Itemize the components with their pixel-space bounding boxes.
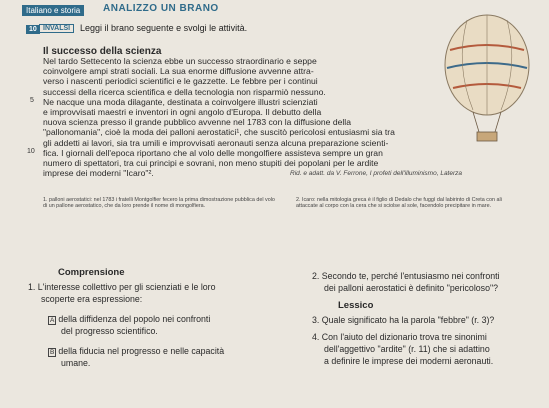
passage-line: Ne nacque una moda dilagante, destinata a coinvolgere illustri scienziati — [43, 96, 318, 107]
question-1 — [28, 281, 215, 305]
question-4 — [312, 331, 493, 367]
line-number-5: 5 — [30, 97, 34, 104]
question-1-option-b[interactable] — [48, 345, 224, 369]
invalsi-badge: INVALSI — [39, 24, 74, 33]
passage-line: coinvolgere ampi strati sociali. La sua enorme diffusione avvenne attra- — [43, 66, 314, 77]
question-3-line: 3. Quale significato ha la parola "febbre" (r. 3)? — [312, 315, 495, 325]
passage-source: Rid. e adatt. da V. Ferrone, I profeti dell'illuminismo, Laterza — [290, 170, 463, 177]
passage-line: Nel tardo Settecento la scienza ebbe un successo straordinario e seppe — [43, 56, 317, 66]
passage-line: nuova scienza presso il grande pubblico avvenne nel 1783 con la diffusione della — [43, 117, 351, 128]
question-2-line: dei palloni aerostatici è definito "pericoloso"? — [324, 283, 498, 293]
question-3 — [312, 314, 494, 326]
passage-text — [43, 56, 513, 178]
line-number-10: 10 — [27, 148, 35, 155]
option-b-text: della fiducia nel progresso e nelle capacità — [58, 346, 225, 356]
exercise-instruction: Leggi il brano seguente e svolgi le attività. — [80, 23, 248, 33]
question-1-option-a[interactable] — [48, 313, 210, 337]
question-4-line: dell'aggettivo "ardite" (r. 11) che si adattino — [324, 344, 490, 354]
option-b-box[interactable]: B — [50, 349, 55, 356]
question-1-line: 1. L'interesse collettivo per gli scienziati e le loro — [28, 282, 216, 292]
footnote-2: 2. Icaro: nella mitologia greca è il figlio di Dedalo che fuggì dal labirinto di Creta con ali attaccate al corpo con la cera che si sciolse al sole, facendolo precipitare in mare. — [296, 197, 502, 210]
question-1-line: scoperte era espressione: — [41, 294, 143, 304]
passage-line: "pallonomania", cioè la moda dei palloni aerostatici¹, che suscitò pericolosi entusiasmi sia tra — [43, 127, 395, 138]
exercise-number: 10 — [26, 25, 40, 34]
subject-tag: Italiano e storia — [22, 5, 84, 16]
question-2-line: 2. Secondo te, perché l'entusiasmo nei confronti — [312, 271, 500, 281]
section-title: ANALIZZO UN BRANO — [103, 3, 219, 14]
option-a-box[interactable]: A — [50, 317, 55, 324]
passage-line: fica. I giornali dell'epoca riportano che al volo delle mongolfiere assisteva sempre un gran — [43, 147, 383, 158]
question-2 — [312, 270, 500, 294]
question-4-line: a definire le imprese dei moderni aeronauti. — [324, 356, 494, 366]
question-4-line: 4. Con l'aiuto del dizionario trova tre sinonimi — [312, 332, 487, 342]
option-a-text: della diffidenza del popolo nei confronti — [58, 314, 211, 324]
comprehension-heading: Comprensione — [58, 267, 125, 278]
passage-line: verso i nascenti periodici scientifici e le gazzette. Le febbre per i continui — [43, 76, 318, 87]
passage-line: gli addetti ai lavori, sia tra umili e improvvisati aeronauti senza alcuna preparazione scienti- — [43, 137, 389, 148]
passage-title: Il successo della scienza — [43, 46, 162, 57]
passage-line: imprese dei moderni "Icaro"². — [43, 168, 154, 179]
passage-line: successi della ricerca scientifica e della tecnologia non risparmiò nessuno. — [43, 86, 326, 97]
footnote-1: 1. palloni aerostatici: nel 1783 i fratelli Montgolfier fecero la prima dimostrazione pubblica del volo di un pallone aerostatico, che da loro prende il nome di mongolfiera. — [43, 197, 275, 210]
option-a-text: del progresso scientifico. — [61, 326, 158, 336]
passage-line: numero di spettatori, tra cui principi e sovrani, non meno stupiti dei popolani per le ardite — [43, 158, 379, 169]
option-b-text: umane. — [61, 358, 91, 368]
passage-line: e improvvisati maestri e inventori in ogni angolo d'Europa. Il debutto della — [43, 107, 322, 118]
lexicon-heading: Lessico — [338, 300, 374, 311]
